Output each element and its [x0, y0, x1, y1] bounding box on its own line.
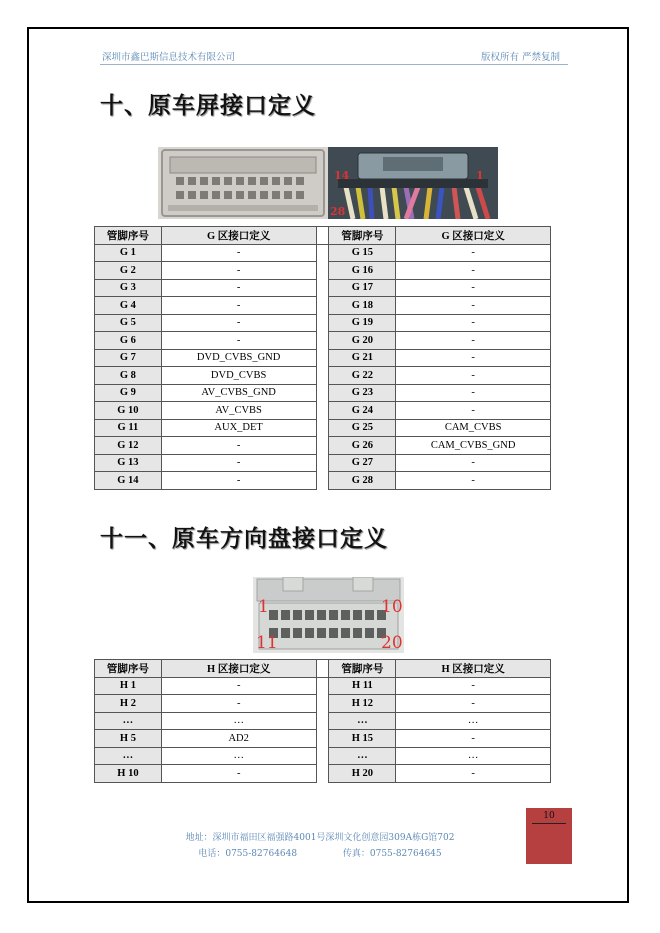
- steering-connector-photo: [253, 577, 404, 653]
- pin-number-cell: H 5: [95, 730, 162, 748]
- pin-definition-cell: -: [396, 244, 551, 262]
- pin-number-cell: G 22: [329, 367, 396, 385]
- table-row: [95, 244, 551, 262]
- table-gap: [316, 730, 329, 748]
- pin-number-cell: G 25: [329, 419, 396, 437]
- table-row: [95, 437, 551, 455]
- table-gap: [316, 677, 329, 695]
- pin-definition-cell: -: [396, 332, 551, 350]
- pin-label-28: 28: [330, 205, 346, 218]
- pin-definition-cell: -: [161, 244, 316, 262]
- pin-number-cell: G 16: [329, 262, 396, 280]
- pin-number-cell: G 23: [329, 384, 396, 402]
- pin-number-cell: G 12: [95, 437, 162, 455]
- company-name: 深圳市鑫巴斯信息技术有限公司: [102, 52, 236, 63]
- table-row: [95, 367, 551, 385]
- column-header: H 区接口定义: [161, 660, 316, 678]
- page-number: 10: [543, 811, 555, 821]
- pin-number-cell: H 12: [329, 695, 396, 713]
- pin-number-cell: H 15: [329, 730, 396, 748]
- footer-address: 地址：深圳市福田区福强路4001号深圳文化创意园309A栋G馆702: [185, 833, 455, 843]
- pin-number-cell: H 2: [95, 695, 162, 713]
- column-header: G 区接口定义: [161, 227, 316, 245]
- table-header-row: [95, 227, 551, 245]
- pin-number-cell: G 11: [95, 419, 162, 437]
- pin-number-cell: G 14: [95, 472, 162, 490]
- pin-definition-cell: -: [396, 279, 551, 297]
- table-row: [95, 419, 551, 437]
- table-gap: [316, 314, 329, 332]
- table-gap: [316, 472, 329, 490]
- screen-connector-photo: [158, 147, 498, 219]
- pin-number-cell: G 26: [329, 437, 396, 455]
- pin-definition-cell: -: [161, 314, 316, 332]
- pin-definition-cell: -: [396, 454, 551, 472]
- pin-definition-cell: DVD_CVBS_GND: [161, 349, 316, 367]
- table-header-row: [95, 660, 551, 678]
- pin-number-cell: G 6: [95, 332, 162, 350]
- pin-definition-cell: -: [161, 677, 316, 695]
- pin-number-cell: H 11: [329, 677, 396, 695]
- column-header: H 区接口定义: [396, 660, 551, 678]
- column-header: 管脚序号: [329, 227, 396, 245]
- section-title-steering-interface: 十一、原车方向盘接口定义: [100, 525, 388, 552]
- table-gap: [316, 695, 329, 713]
- pin-definition-cell: -: [396, 695, 551, 713]
- table-row: [95, 262, 551, 280]
- table-gap: [316, 419, 329, 437]
- footer-fax: 传真：0755-82764645: [342, 849, 442, 859]
- pin-definition-cell: -: [396, 472, 551, 490]
- table-gap: [316, 660, 329, 678]
- pin-definition-cell: -: [161, 332, 316, 350]
- table-gap: [316, 227, 329, 245]
- pin-definition-cell: -: [396, 367, 551, 385]
- pin-definition-cell: -: [396, 730, 551, 748]
- pin-number-cell: G 19: [329, 314, 396, 332]
- pin-number-cell: …: [329, 747, 396, 765]
- pin-number-cell: H 10: [95, 765, 162, 783]
- pin-number-cell: G 9: [95, 384, 162, 402]
- pin-definition-cell: -: [161, 437, 316, 455]
- pin-definition-cell: AV_CVBS: [161, 402, 316, 420]
- pin-definition-cell: -: [161, 472, 316, 490]
- pin-definition-cell: …: [396, 747, 551, 765]
- pin-label-11: 11: [256, 633, 278, 653]
- table-gap: [316, 279, 329, 297]
- pin-definition-cell: -: [396, 262, 551, 280]
- pin-number-cell: G 17: [329, 279, 396, 297]
- table-row: [95, 472, 551, 490]
- pin-number-cell: G 5: [95, 314, 162, 332]
- table-gap: [316, 402, 329, 420]
- table-gap: [316, 349, 329, 367]
- pin-definition-cell: AUX_DET: [161, 419, 316, 437]
- pin-definition-cell: -: [161, 297, 316, 315]
- table-gap: [316, 384, 329, 402]
- pin-definition-cell: -: [161, 279, 316, 297]
- pin-number-cell: G 15: [329, 244, 396, 262]
- pin-definition-cell: AV_CVBS_GND: [161, 384, 316, 402]
- pin-number-cell: G 24: [329, 402, 396, 420]
- pin-number-cell: G 21: [329, 349, 396, 367]
- table-gap: [316, 367, 329, 385]
- pin-number-cell: G 1: [95, 244, 162, 262]
- pin-definition-cell: -: [396, 677, 551, 695]
- table-row: [95, 332, 551, 350]
- pin-label-14: 14: [334, 169, 350, 182]
- pin-definition-cell: DVD_CVBS: [161, 367, 316, 385]
- pin-definition-cell: -: [396, 314, 551, 332]
- pin-label-10: 10: [381, 597, 403, 617]
- page-number-box: [526, 808, 572, 864]
- pin-number-cell: …: [95, 747, 162, 765]
- footer-phone: 电话：0755-82764648: [198, 849, 298, 859]
- table-row: [95, 454, 551, 472]
- table-row: [95, 747, 551, 765]
- table-row: [95, 384, 551, 402]
- table-row: [95, 765, 551, 783]
- column-header: 管脚序号: [95, 227, 162, 245]
- table-gap: [316, 454, 329, 472]
- table-gap: [316, 262, 329, 280]
- pin-number-cell: G 28: [329, 472, 396, 490]
- pin-label-20: 20: [381, 633, 403, 653]
- copyright-notice: 版权所有 严禁复制: [480, 52, 560, 63]
- pin-number-cell: G 13: [95, 454, 162, 472]
- pin-number-cell: H 1: [95, 677, 162, 695]
- table-gap: [316, 747, 329, 765]
- pin-definition-cell: -: [396, 402, 551, 420]
- pin-number-cell: G 2: [95, 262, 162, 280]
- table-gap: [316, 244, 329, 262]
- pin-definition-cell: AD2: [161, 730, 316, 748]
- table-row: [95, 349, 551, 367]
- h-pin-table: [94, 659, 551, 783]
- pin-definition-cell: -: [161, 695, 316, 713]
- pin-number-cell: G 3: [95, 279, 162, 297]
- g-pin-table: [94, 226, 551, 490]
- pin-definition-cell: -: [161, 454, 316, 472]
- table-row: [95, 730, 551, 748]
- column-header: 管脚序号: [95, 660, 162, 678]
- table-gap: [316, 765, 329, 783]
- pin-definition-cell: …: [161, 747, 316, 765]
- pin-definition-cell: CAM_CVBS_GND: [396, 437, 551, 455]
- pin-number-cell: …: [329, 712, 396, 730]
- table-gap: [316, 437, 329, 455]
- pin-number-cell: G 8: [95, 367, 162, 385]
- pin-definition-cell: -: [161, 262, 316, 280]
- pin-definition-cell: -: [396, 297, 551, 315]
- pin-number-cell: H 20: [329, 765, 396, 783]
- pin-definition-cell: …: [396, 712, 551, 730]
- pin-definition-cell: …: [161, 712, 316, 730]
- pin-number-cell: …: [95, 712, 162, 730]
- pin-definition-cell: -: [396, 349, 551, 367]
- column-header: 管脚序号: [329, 660, 396, 678]
- pin-definition-cell: -: [396, 765, 551, 783]
- table-gap: [316, 332, 329, 350]
- pin-definition-cell: CAM_CVBS: [396, 419, 551, 437]
- pin-number-cell: G 7: [95, 349, 162, 367]
- page-header: [100, 48, 568, 65]
- pin-definition-cell: -: [161, 765, 316, 783]
- footer-contact: [150, 846, 490, 859]
- table-row: [95, 314, 551, 332]
- pin-number-cell: G 4: [95, 297, 162, 315]
- table-row: [95, 695, 551, 713]
- table-row: [95, 297, 551, 315]
- table-row: [95, 712, 551, 730]
- pin-label-1: 1: [258, 597, 269, 617]
- pin-definition-cell: -: [396, 384, 551, 402]
- column-header: G 区接口定义: [396, 227, 551, 245]
- table-gap: [316, 712, 329, 730]
- pin-number-cell: G 27: [329, 454, 396, 472]
- table-row: [95, 402, 551, 420]
- table-row: [95, 279, 551, 297]
- pin-label-1: 1: [476, 169, 484, 182]
- pin-number-cell: G 18: [329, 297, 396, 315]
- section-title-screen-interface: 十、原车屏接口定义: [100, 92, 316, 119]
- table-row: [95, 677, 551, 695]
- page-number-rule: [532, 823, 566, 824]
- pin-number-cell: G 10: [95, 402, 162, 420]
- table-gap: [316, 297, 329, 315]
- pin-number-cell: G 20: [329, 332, 396, 350]
